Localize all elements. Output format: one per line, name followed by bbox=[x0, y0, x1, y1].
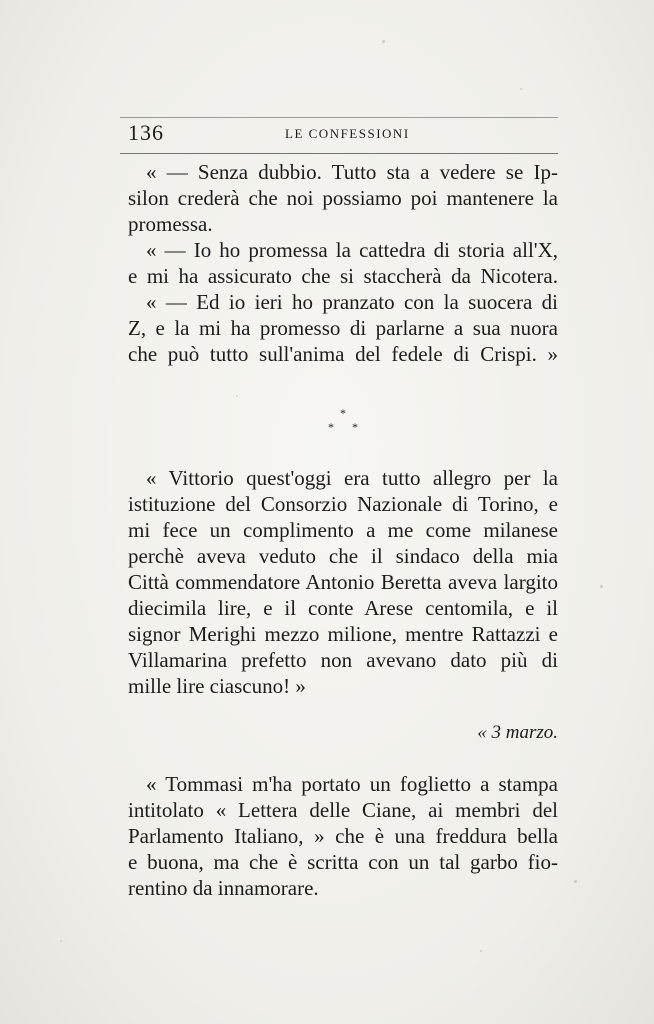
text-line: Z, e la mi ha promesso di parlarne a sua nuora bbox=[128, 316, 558, 340]
text-line: mille lire ciascuno! » bbox=[128, 674, 306, 698]
paper-speck bbox=[480, 950, 482, 952]
text-line: e mi ha assicurato che si staccherà da Nicotera. bbox=[128, 264, 558, 288]
text-line: rentino da innamorare. bbox=[128, 876, 319, 900]
text-line: « — Ed io ieri ho pranzato con la suocera di bbox=[146, 290, 558, 314]
text-line: promessa. bbox=[128, 212, 213, 236]
section-asterism bbox=[320, 402, 370, 438]
text-line: « — Senza dubbio. Tutto sta a vedere se Ip- bbox=[146, 160, 558, 184]
paper-speck bbox=[60, 940, 62, 942]
text-line: « — Io ho promessa la cattedra di storia all'X, bbox=[146, 238, 558, 262]
text-line: mi fece un complimento a me come milanese bbox=[128, 518, 558, 542]
paper-speck bbox=[382, 40, 385, 43]
text-line: « Tommasi m'ha portato un foglietto a stampa bbox=[146, 772, 558, 796]
text-line: e buona, ma che è scritta con un tal garbo fio- bbox=[128, 850, 558, 874]
paper-speck bbox=[574, 880, 577, 883]
asterism-star: * bbox=[340, 406, 346, 420]
paper-speck bbox=[236, 395, 238, 397]
text-line: istituzione del Consorzio Nazionale di Torino, e bbox=[128, 492, 558, 516]
text-line: diecimila lire, e il conte Arese centomila, e il bbox=[128, 596, 558, 620]
header-top-rule bbox=[120, 117, 558, 118]
dateline: « 3 marzo. bbox=[477, 722, 558, 743]
text-line: intitolato « Lettera delle Ciane, ai membri del bbox=[128, 798, 558, 822]
text-line: « Vittorio quest'oggi era tutto allegro per la bbox=[146, 466, 558, 490]
text-line: che può tutto sull'anima del fedele di Crispi. » bbox=[128, 342, 558, 366]
text-line: Città commendatore Antonio Beretta aveva largito bbox=[128, 570, 558, 594]
asterism-star: * bbox=[352, 420, 358, 434]
paper-speck bbox=[600, 585, 603, 588]
running-header bbox=[128, 120, 558, 150]
header-bottom-rule bbox=[120, 153, 558, 154]
text-line: signor Merighi mezzo milione, mentre Rattazzi e bbox=[128, 622, 558, 646]
text-line: Parlamento Italiano, » che è una freddura bella bbox=[128, 824, 558, 848]
page-number: 136 bbox=[128, 120, 164, 145]
asterism-star: * bbox=[328, 420, 334, 434]
text-line: Villamarina prefetto non avevano dato più di bbox=[128, 648, 558, 672]
running-title: LE CONFESSIONI bbox=[285, 126, 410, 141]
text-line: silon crederà che noi possiamo poi mantenere la bbox=[128, 186, 558, 210]
paper-speck bbox=[520, 88, 522, 90]
text-line: perchè aveva veduto che il sindaco della mia bbox=[128, 544, 558, 568]
